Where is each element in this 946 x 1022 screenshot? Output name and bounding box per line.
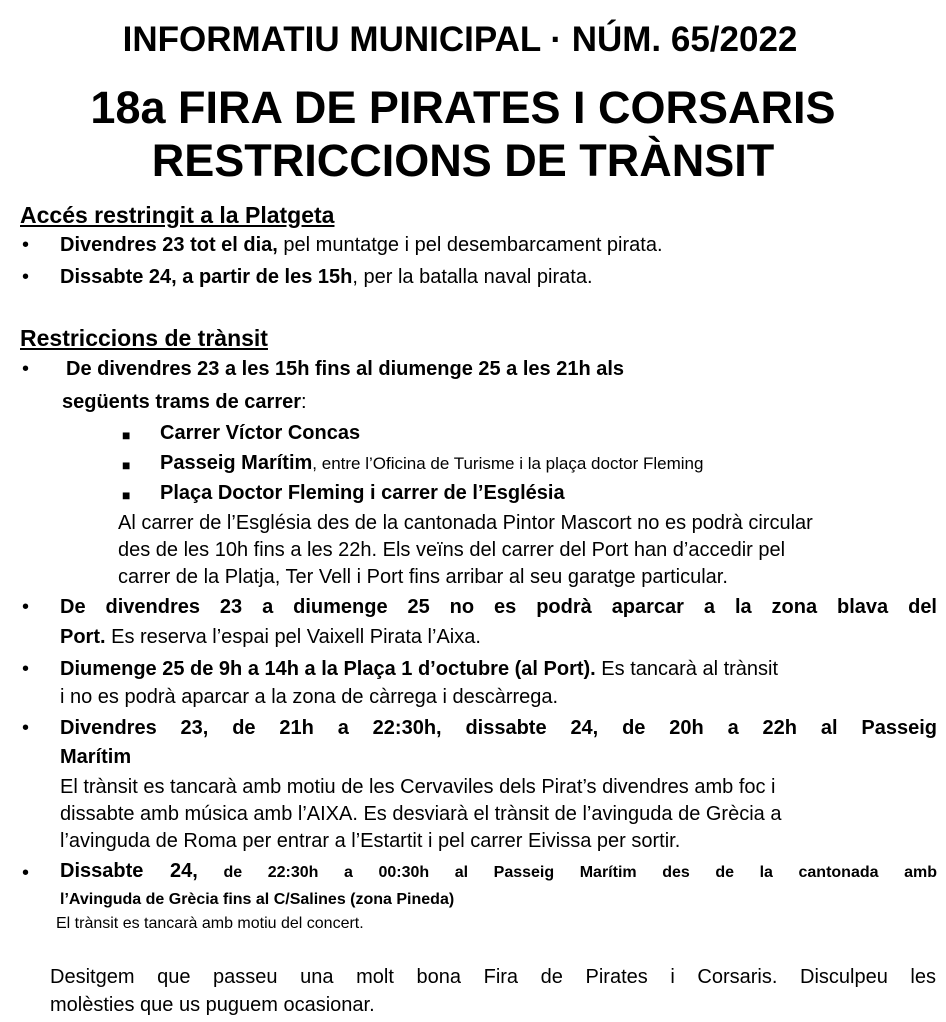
item-line: Marítim — [60, 746, 132, 768]
square-bullet-icon: ■ — [122, 427, 131, 443]
note-line: l’avinguda de Roma per entrar a l’Estartit i pel carrer Eivissa per sortir. — [60, 830, 681, 852]
note-line: El trànsit es tancarà amb motiu de les Cervaviles dels Pirat’s divendres amb foc i — [60, 776, 776, 798]
item-line: Divendres 23, de 21h a 22:30h, dissabte 24, de 20h a 22h al Passeig — [60, 717, 937, 739]
item-bold: Port. — [60, 626, 106, 648]
note-line: El trànsit es tancarà amb motiu del concert. — [56, 915, 364, 932]
item-text: : — [301, 391, 307, 413]
page-title: RESTRICCIONS DE TRÀNSIT — [151, 135, 775, 186]
item-text: pel muntatge i pel desembarcament pirata. — [277, 234, 663, 256]
square-bullet-icon: ■ — [122, 457, 131, 473]
list-item — [60, 234, 663, 257]
closing-line: molèsties que us puguem ocasionar. — [50, 994, 375, 1016]
street-detail: , entre l’Oficina de Turisme i la plaça doctor Fleming — [312, 454, 704, 473]
square-bullet-icon: ■ — [122, 487, 131, 503]
item-line: De divendres 23 a les 15h fins al diumenge 25 a les 21h als — [66, 358, 625, 380]
section-heading-access: Accés restringit a la Platgeta — [20, 202, 335, 228]
bullet-icon: • — [22, 658, 30, 680]
note-line: des de les 10h fins a les 22h. Els veïns del carrer del Port han d’accedir pel — [118, 539, 786, 561]
street-name: Passeig Marítim — [160, 452, 313, 474]
item-line — [60, 626, 481, 649]
item-line — [60, 658, 778, 681]
bullet-icon: • — [22, 596, 30, 618]
section-heading-traffic: Restriccions de trànsit — [20, 325, 268, 351]
bullet-icon: • — [22, 234, 30, 256]
street-item: Plaça Doctor Fleming i carrer de l’Església — [160, 482, 565, 504]
item-line — [62, 391, 307, 414]
note-line: dissabte amb música amb l’AIXA. Es desviarà el trànsit de l’avinguda de Grècia a — [60, 803, 782, 825]
item-line — [60, 860, 937, 883]
bullet-icon: • — [22, 266, 30, 288]
item-line: i no es podrà aparcar a la zona de càrrega i descàrrega. — [60, 686, 559, 708]
bullet-icon: • — [22, 717, 30, 739]
item-text: de 22:30h a 00:30h al Passeig Marítim des de la cantonada amb — [197, 864, 938, 881]
list-item — [60, 266, 593, 289]
closing-line: Desitgem que passeu una molt bona Fira de Pirates i Corsaris. Disculpeu les — [50, 966, 936, 988]
item-text: , per la batalla naval pirata. — [352, 266, 593, 288]
item-date: Divendres 23 tot el dia, — [60, 234, 278, 256]
street-item — [160, 452, 703, 475]
bulletin-title: INFORMATIU MUNICIPAL · NÚM. 65/2022 — [122, 20, 798, 59]
bullet-icon: • — [22, 862, 30, 884]
event-title: 18a FIRA DE PIRATES I CORSARIS — [90, 82, 836, 133]
street-item: Carrer Víctor Concas — [160, 422, 361, 444]
note-line: Al carrer de l’Església des de la cantonada Pintor Mascort no es podrà circular — [118, 512, 813, 534]
item-bold: Diumenge 25 de 9h a 14h a la Plaça 1 d’octubre (al Port). — [60, 658, 596, 680]
note-line: carrer de la Platja, Ter Vell i Port fins arribar al seu garatge particular. — [118, 566, 728, 588]
item-date: Dissabte 24, a partir de les 15h — [60, 266, 353, 288]
bullet-icon: • — [22, 358, 30, 380]
item-bold: Dissabte 24, — [60, 860, 198, 882]
item-text: Es reserva l’espai pel Vaixell Pirata l’Aixa. — [105, 626, 481, 648]
item-bold: següents trams de carrer — [62, 391, 302, 413]
item-line: De divendres 23 a diumenge 25 no es podrà aparcar a la zona blava del — [60, 596, 937, 618]
item-line: l’Avinguda de Grècia fins al C/Salines (zona Pineda) — [60, 891, 455, 908]
item-text: Es tancarà al trànsit — [595, 658, 779, 680]
